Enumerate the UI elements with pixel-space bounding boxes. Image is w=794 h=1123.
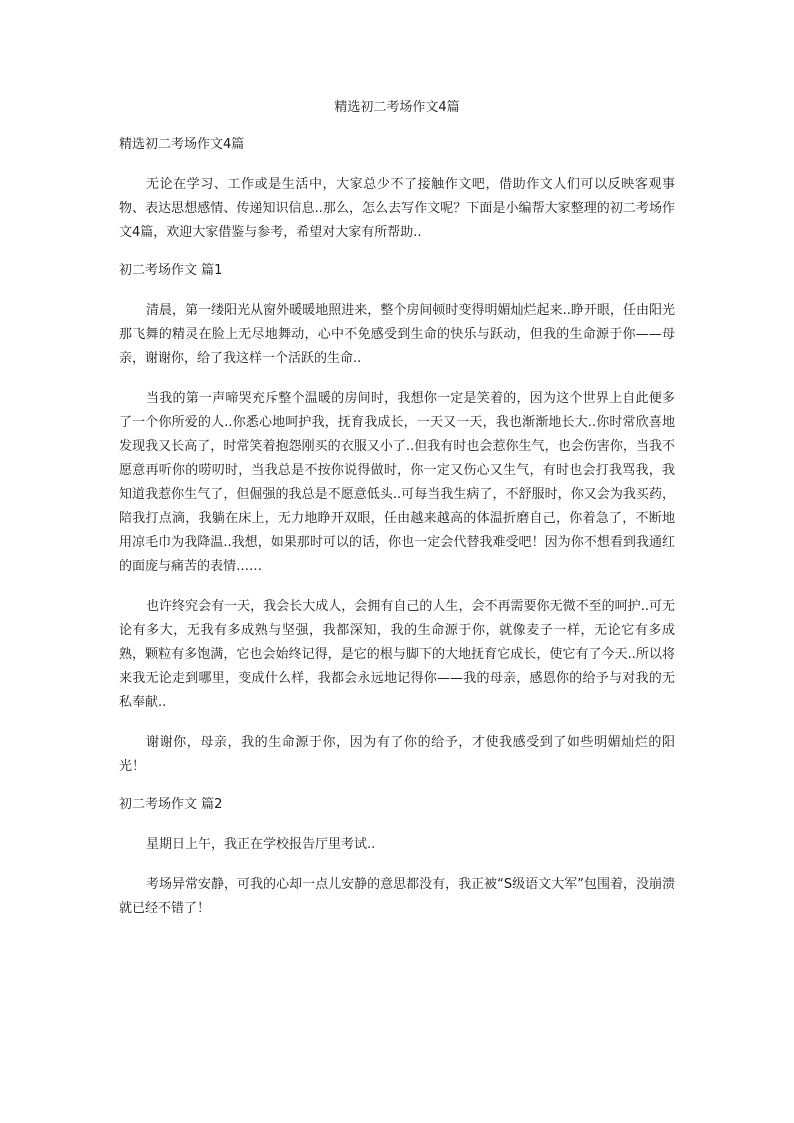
section-2-paragraph: 星期日上午，我正在学校报告厅里考试.. (146, 837, 376, 852)
section-heading-2: 初二考场作文 篇2 (119, 797, 223, 812)
section-heading-1: 初二考场作文 篇1 (119, 263, 223, 278)
document-subtitle: 精选初二考场作文4篇 (119, 137, 245, 152)
document-body (119, 135, 675, 921)
document-title: 精选初二考场作文4篇 (334, 100, 460, 115)
section-1-paragraph: 当我的第一声啼哭充斥整个温暖的房间时，我想你一定是笑着的，因为这个世界上自此便多了一个你所爱的人..你悉心地呵护我，抚育我成长，一天又一天，我也渐渐地长大..你时常欣喜地发现我又长高了，时常笑着抱怨刚买的衣服又小了..但我有时也会惹你生气，也会伤害你，当我不愿意再听你的唠叨时，当我总是不按你说得做时，你一定又伤心又生气，有时也会打我骂我，我知道我惹你生气了，但倔强的我总是不愿意低头..可每当我生病了，不舒服时，你又会为我买药，陪我打点滴，我躺在床上，无力地睁开双眼，任由越来越高的体温折磨自己，你着急了，不断地用凉毛巾为我降温..我想，如果那时可以的话，你也一定会代替我难受吧！因为你不想看到我通红的面庞与痛苦的表情…… (119, 391, 675, 574)
section-1-paragraph: 也许终究会有一天，我会长大成人，会拥有自己的人生，会不再需要你无微不至的呵护..可无论有多大，无我有多成熟与坚强，我都深知，我的生命源于你，就像麦子一样，无论它有多成熟，颗粒有多饱满，它也会始终记得，是它的根与脚下的大地抚育它成长，使它有了今天..所以将来我无论走到哪里，变成什么样，我都会永远地记得你——我的母亲，感恩你的给予与对我的无私奉献.. (119, 599, 675, 710)
section-1-paragraph: 清晨，第一缕阳光从窗外暖暖地照进来，整个房间顿时变得明媚灿烂起来..睁开眼，任由阳光那飞舞的精灵在脸上无尽地舞动，心中不免感受到生命的快乐与跃动，但我的生命源于你——母亲，谢谢你，给了我这样一个活跃的生命.. (119, 303, 675, 366)
section-2-paragraph: 考场异常安静，可我的心却一点儿安静的意思都没有，我正被“S级语文大军”包围着，没崩溃就已经不错了！ (119, 877, 675, 916)
section-1-paragraph: 谢谢你，母亲，我的生命源于你，因为有了你的给予，才使我感受到了如些明媚灿烂的阳光！ (119, 735, 675, 774)
intro-paragraph: 无论在学习、工作或是生活中，大家总少不了接触作文吧，借助作文人们可以反映客观事物、表达思想感情、传递知识信息..那么，怎么去写作文呢？下面是小编帮大家整理的初二考场作文4篇，欢迎大家借鉴与参考，希望对大家有所帮助.. (119, 177, 675, 240)
